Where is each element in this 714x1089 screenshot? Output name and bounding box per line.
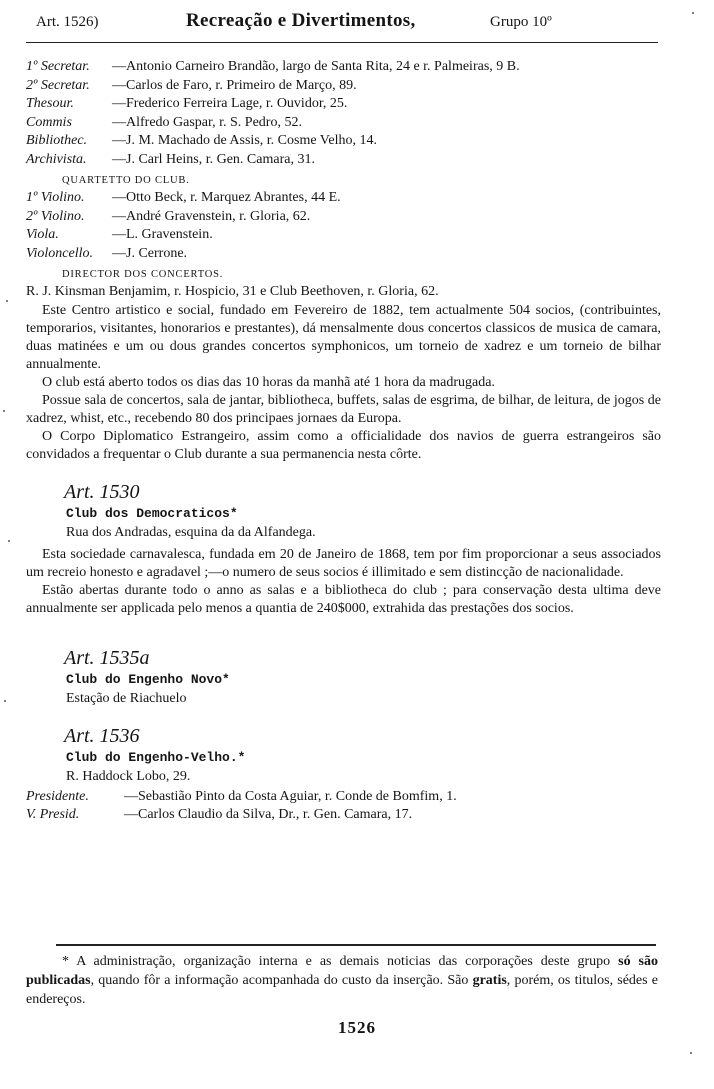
quartet-row: 2º Violino. —André Gravenstein, r. Gloria, 62. [26, 208, 661, 227]
quartet-role: 1º Violino. [26, 190, 85, 205]
print-speck [6, 300, 8, 302]
club-address: Estação de Riachuelo [66, 690, 187, 706]
footnote-rule [56, 944, 656, 946]
officer-row: Archivista. —J. Carl Heins, r. Gen. Camara, 31. [26, 151, 661, 170]
officer-details: Sebastião Pinto da Costa Aguiar, r. Conde de Bomfim, 1. [138, 788, 457, 804]
article-number-1535a: Art. 1535a [64, 646, 150, 669]
club-paragraph: O Corpo Diplomatico Estrangeiro, assim como a officialidade dos navios de guerra estrangeiros são convidados a frequentar o Club durante a sua permanencia nesta côrte. [26, 428, 661, 462]
quartet-list [26, 189, 661, 263]
officer-details: Antonio Carneiro Brandão, largo de Santa Rita, 24 e r. Palmeiras, 9 B. [126, 59, 520, 74]
officer-details: Frederico Ferreira Lage, r. Ouvidor, 25. [126, 96, 348, 111]
footnote: * A administração, organização interna e as demais noticias das corporações deste grupo só são publicadas, quando fôr a informação acompanhada do custo da inserção. São gratis, porém, os titulos, sédes e endereços. [26, 954, 658, 1007]
officer-details: J. Carl Heins, r. Gen. Camara, 31. [126, 151, 315, 167]
club-paragraph: O club está aberto todos os dias das 10 horas da manhã até 1 hora da madrugada. [42, 374, 495, 390]
quartet-member: Otto Beck, r. Marquez Abrantes, 44 E. [126, 190, 341, 205]
footnote-emphasis: gratis [472, 973, 507, 988]
officer-row: V. Presid. —Carlos Claudio da Silva, Dr., r. Gen. Camara, 17. [26, 806, 661, 825]
page-number: 1526 [338, 1018, 376, 1037]
quartet-row: Violoncello. —J. Cerrone. [26, 245, 661, 264]
quartet-member: André Gravenstein, r. Gloria, 62. [126, 208, 311, 224]
officer-role: Archivista. [26, 151, 87, 167]
print-speck [692, 12, 694, 14]
header-group: Grupo 10º [490, 14, 552, 30]
officer-row: Commis —Alfredo Gaspar, r. S. Pedro, 52. [26, 114, 661, 133]
officers-list [26, 58, 661, 169]
officer-role: V. Presid. [26, 807, 80, 822]
officer-row: Bibliothec. —J. M. Machado de Assis, r. Cosme Velho, 14. [26, 132, 661, 151]
officer-row: Presidente. —Sebastião Pinto da Costa Aguiar, r. Conde de Bomfim, 1. [26, 788, 661, 807]
article-number-1536: Art. 1536 [64, 724, 140, 747]
officer-role: Presidente. [26, 788, 89, 804]
officer-row: 2º Secretar. —Carlos de Faro, r. Primeiro de Março, 89. [26, 77, 661, 96]
quartet-heading: QUARTETTO DO CLUB. [62, 175, 190, 186]
club-name-engenho-novo: Club do Engenho Novo* [66, 671, 230, 687]
main-content [26, 58, 661, 825]
officer-role: Commis [26, 114, 72, 130]
officer-details: Alfredo Gaspar, r. S. Pedro, 52. [126, 114, 302, 130]
print-speck [690, 1052, 692, 1054]
print-speck [8, 540, 10, 542]
header-section-title: Recreação e Divertimentos, [186, 10, 416, 31]
print-speck [3, 410, 5, 412]
club-paragraph: Estão abertas durante todo o anno as salas e a bibliotheca do club ; para conservação desta ultima deve annualmente ser applicada pelo menos a quantia de 240$000, extrahida das prestações dos socios. [26, 582, 661, 616]
footnote-emphasis: só são publicadas [26, 954, 658, 988]
header-rule [26, 42, 658, 43]
club-paragraph: Este Centro artistico e social, fundado em Fevereiro de 1882, tem actualmente 504 socios, (contribuintes, temporarios, visitantes, honorarios e prestantes), dá mensalmente dous concertos classicos de musica de camara, duas matinées e um ou dous grandes concertos symphonicos, um torneio de xadrez e um torneio de bilhar annualmente. [26, 302, 661, 372]
officer-role: 2º Secretar. [26, 77, 90, 93]
officer-details: Carlos Claudio da Silva, Dr., r. Gen. Camara, 17. [138, 807, 413, 822]
quartet-member: L. Gravenstein. [126, 227, 213, 242]
club-paragraph: Esta sociedade carnavalesca, fundada em 20 de Janeiro de 1868, tem por fim proporcionar a seus associados um recreio honesto e agradavel ;—o numero de seus socios é illimitado e sem distincção de nacionalidade. [26, 546, 661, 580]
print-speck [4, 700, 6, 702]
officer-row: 1º Secretar. —Antonio Carneiro Brandão, largo de Santa Rita, 24 e r. Palmeiras, 9 B. [26, 58, 661, 77]
header-article-ref: Art. 1526) [36, 14, 99, 30]
club-address: R. Haddock Lobo, 29. [66, 768, 191, 784]
quartet-role: Violoncello. [26, 245, 93, 261]
article-number-1530: Art. 1530 [64, 480, 140, 503]
director-line: R. J. Kinsman Benjamim, r. Hospicio, 31 e Club Beethoven, r. Gloria, 62. [26, 284, 439, 299]
officer-row: Thesour. —Frederico Ferreira Lage, r. Ouvidor, 25. [26, 95, 661, 114]
officer-role: 1º Secretar. [26, 59, 90, 74]
officer-role: Thesour. [26, 96, 74, 111]
club-name-engenho-velho: Club do Engenho-Velho.* [66, 749, 246, 765]
running-header [36, 8, 656, 38]
quartet-row: 1º Violino. —Otto Beck, r. Marquez Abrantes, 44 E. [26, 189, 661, 208]
quartet-member: J. Cerrone. [126, 245, 188, 261]
officer-details: J. M. Machado de Assis, r. Cosme Velho, 14. [126, 133, 377, 148]
director-heading: DIRECTOR DOS CONCERTOS. [62, 269, 224, 280]
quartet-role: Viola. [26, 227, 59, 242]
quartet-role: 2º Violino. [26, 208, 85, 224]
quartet-row: Viola. —L. Gravenstein. [26, 226, 661, 245]
officer-details: Carlos de Faro, r. Primeiro de Março, 89. [126, 77, 357, 93]
club-name-democraticos: Club dos Democraticos* [66, 505, 238, 521]
club-paragraph: Possue sala de concertos, sala de jantar, bibliotheca, buffets, salas de esgrima, de bilhar, de leitura, de jogos de xadrez, whist, etc., recebendo 80 dos principaes jornaes da Europa. [26, 392, 661, 426]
officer-role: Bibliothec. [26, 133, 88, 148]
club-address: Rua dos Andradas, esquina da da Alfandega. [66, 524, 316, 540]
